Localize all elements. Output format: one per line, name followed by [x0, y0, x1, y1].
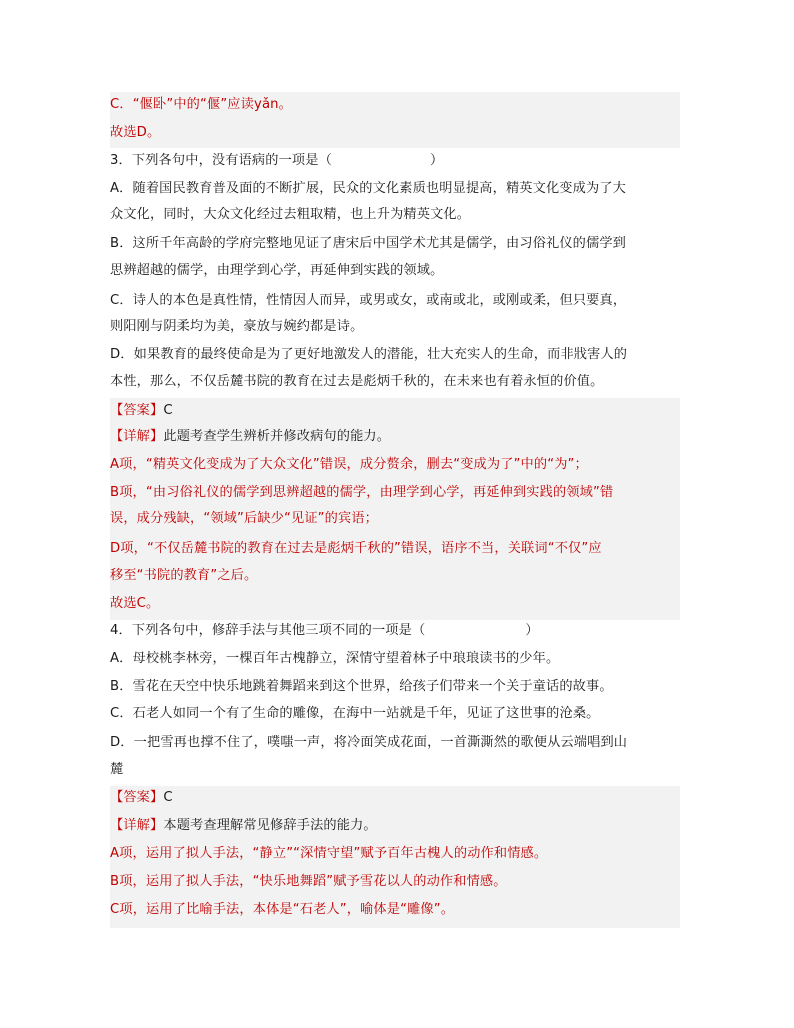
q4-stem-text: 4．下列各句中，修辞手法与其他三项不同的一项是（	[110, 623, 426, 638]
q2-conclusion: 故选D。	[110, 125, 161, 140]
q3-option-c-line1: C．诗人的本色是真性情，性情因人而异，或男或女，或南或北，或刚或柔，但只要真，	[110, 293, 627, 308]
q3-conclusion: 故选C。	[110, 596, 160, 611]
q3-detail-text: 此题考查学生辨析并修改病句的能力。	[163, 429, 391, 444]
q4-answer	[110, 789, 680, 807]
q4-detail-label: 【详解】	[110, 818, 164, 833]
q3-stem-text: 3．下列各句中，没有语病的一项是（	[110, 153, 332, 168]
q4-option-a: A．母校桃李林旁，一棵百年古槐静立，深情守望着林子中琅琅读书的少年。	[110, 651, 560, 666]
q3-stem-close: ）	[429, 153, 444, 168]
q4-explanation-a: A项，运用了拟人手法，“静立”“深情守望”赋予百年古槐人的动作和情感。	[110, 846, 548, 861]
q3-option-a-line1: A．随着国民教育普及面的不断扩展，民众的文化素质也明显提高，精英文化变成为了大	[110, 181, 626, 196]
q3-option-a-line2: 众文化，同时，大众文化经过去粗取精，也上升为精英文化。	[110, 207, 471, 222]
q4-option-d-line2: 麓	[110, 762, 124, 777]
q4-explanation-c: C项，运用了比喻手法，本体是“石老人”，喻体是“雕像”。	[110, 902, 455, 917]
q3-detail	[110, 428, 680, 446]
q4-option-b: B．雪花在天空中快乐地跳着舞蹈来到这个世界，给孩子们带来一个关于童话的故事。	[110, 679, 613, 694]
q4-answer-value: C	[163, 790, 173, 805]
q4-detail-text: 本题考查理解常见修辞手法的能力。	[163, 818, 377, 833]
q3-explanation-d-line2: 移至“书院的教育”之后。	[110, 568, 258, 583]
q3-option-d-line2: 本性，那么，不仅岳麓书院的教育在过去是彪炳千秋的，在未来也有着永恒的价值。	[110, 374, 604, 389]
q4-detail	[110, 817, 680, 835]
q3-explanation-a: A项，“精英文化变成为了大众文化”错误，成分赘余，删去“变成为了”中的“为”；	[110, 457, 588, 472]
q3-stem	[110, 152, 680, 170]
q4-option-c: C．石老人如同一个有了生命的雕像，在海中一站就是千年，见证了这世事的沧桑。	[110, 706, 600, 721]
q3-option-b-line1: B．这所千年高龄的学府完整地见证了唐宋后中国学术尤其是儒学，由习俗礼仪的儒学到	[110, 236, 627, 251]
q4-answer-label: 【答案】	[110, 790, 164, 805]
q3-explanation-b-line1: B项，“由习俗礼仪的儒学到思辨超越的儒学，由理学到心学，再延伸到实践的领域”错	[110, 485, 614, 500]
q2-option-c-note: C．“偃卧”中的“偃”应读yǎn。	[110, 97, 293, 112]
q4-stem-close: ）	[525, 623, 539, 638]
q4-option-d-line1: D．一把雪再也撑不住了，噗嗤一声，将冷面笑成花面，一首澌澌然的歌便从云端唱到山	[110, 735, 628, 750]
q3-option-b-line2: 思辨超越的儒学，由理学到心学，再延伸到实践的领域。	[110, 263, 444, 278]
q4-explanation-b: B项，运用了拟人手法，“快乐地舞蹈”赋予雪花以人的动作和情感。	[110, 874, 507, 889]
q3-explanation-d-line1: D项，“不仅岳麓书院的教育在过去是彪炳千秋的”错误，语序不当，关联词“不仅”应	[110, 541, 602, 556]
q3-option-c-line2: 则阳刚与阴柔均为美，豪放与婉约都是诗。	[110, 319, 364, 334]
q3-option-d-line1: D．如果教育的最终使命是为了更好地激发人的潜能，壮大充实人的生命，而非戕害人的	[110, 347, 628, 362]
q3-answer-value: C	[163, 403, 173, 418]
q3-answer	[110, 402, 680, 420]
q3-answer-label: 【答案】	[110, 403, 164, 418]
q4-stem	[110, 622, 680, 640]
q3-explanation-b-line2: 误，成分残缺，“领域”后缺少“见证”的宾语；	[110, 511, 379, 526]
q3-detail-label: 【详解】	[110, 429, 164, 444]
